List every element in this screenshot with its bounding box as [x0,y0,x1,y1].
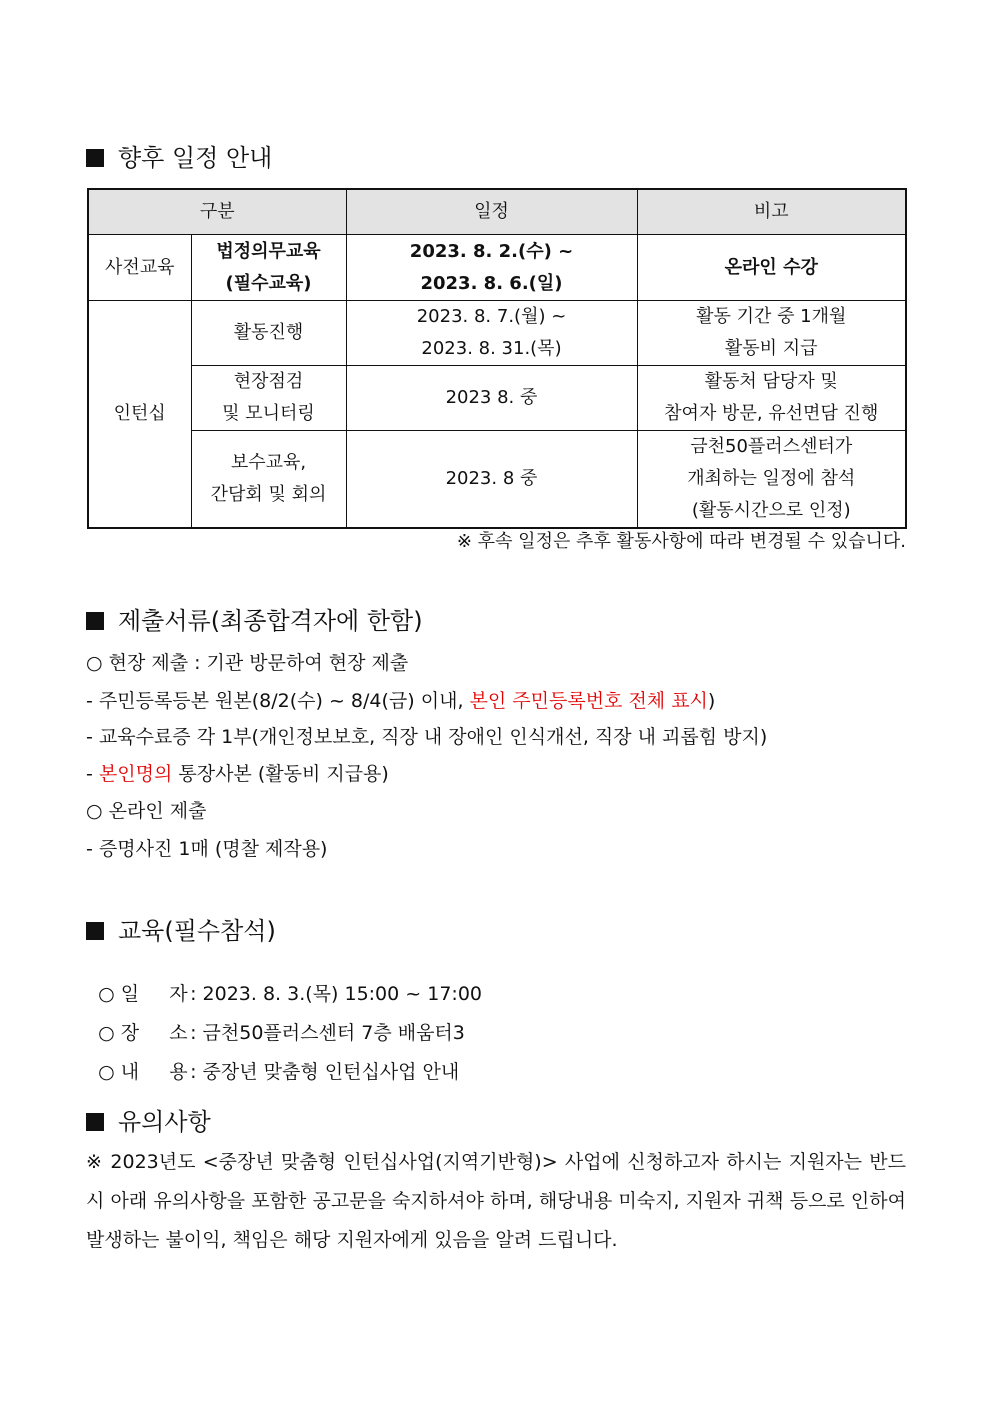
cell-text: 활동 기간 중 1개월 [696,306,847,327]
cell-subcategory: 활동진행 [191,301,346,366]
cell-text: 2023. 8. 6.(일) [420,272,563,294]
table-row [88,235,906,301]
item-label: ○ 내 용 [98,1061,188,1083]
cell-subcategory [191,235,346,301]
header-date: 일정 [346,189,637,235]
section-title: 제출서류(최종합격자에 한함) [118,607,423,635]
cell-text: 및 모니터링 [222,403,315,424]
item-value: : 중장년 맞춤형 인턴십사업 안내 [190,1061,460,1083]
cell-category: 사전교육 [88,235,191,301]
cell-text: 법정의무교육 [216,240,321,262]
cell-note [637,301,906,366]
cell-date [346,301,637,366]
list-item: - 증명사진 1매 (명찰 제작용) [86,838,328,860]
cell-note [637,366,906,431]
schedule-footnote: ※ 후속 일정은 추후 활동사항에 따라 변경될 수 있습니다. [456,531,906,552]
item-text: 통장사본 (활동비 지급용) [172,763,389,785]
list-item: ○ 온라인 제출 [86,800,207,822]
cell-note [637,431,906,529]
cell-note: 온라인 수강 [637,235,906,301]
section-heading-documents [86,601,423,636]
table-row [88,431,906,529]
item-text: - 주민등록등본 원본(8/2(수) ~ 8/4(금) 이내, [86,690,470,712]
cell-text: (필수교육) [225,272,312,294]
cell-date: 2023 8. 중 [346,366,637,431]
cell-subcategory [191,366,346,431]
square-bullet-icon [86,612,104,630]
cell-text: 활동처 담당자 및 [704,371,838,392]
item-value: : 2023. 8. 3.(목) 15:00 ~ 17:00 [190,983,482,1005]
header-category: 구분 [88,189,346,235]
square-bullet-icon [86,149,104,167]
cell-category: 인턴십 [88,301,191,529]
cell-text: (활동시간으로 인정) [691,500,851,521]
item-highlight: 본인 주민등록번호 전체 표시 [469,690,708,712]
item-label: ○ 장 소 [98,1022,188,1044]
square-bullet-icon [86,922,104,940]
cell-text: 개최하는 일정에 참석 [687,468,856,489]
cell-text: 2023. 8. 31.(목) [421,338,562,359]
cell-text: 2023. 8. 7.(월) ~ [416,306,567,327]
item-highlight: 본인명의 [98,763,173,785]
section-title: 향후 일정 안내 [118,144,273,172]
item-value: : 금천50플러스센터 7층 배움터3 [190,1022,465,1044]
section-title: 교육(필수참석) [118,917,276,945]
list-item [86,1035,459,1084]
section-title: 유의사항 [118,1108,211,1136]
square-bullet-icon [86,1113,104,1131]
item-label: ○ 일 자 [98,983,188,1005]
section-heading-schedule [86,138,272,173]
schedule-table [87,188,907,529]
list-item: - 교육수료증 각 1부(개인정보보호, 직장 내 장애인 인식개선, 직장 내 괴롭힘 방지) [86,726,768,748]
cell-text: 간담회 및 회의 [210,484,327,505]
cell-date [346,235,637,301]
header-note: 비고 [637,189,906,235]
table-row [88,366,906,431]
list-item: ○ 현장 제출 : 기관 방문하여 현장 제출 [86,652,409,674]
section-heading-notice [86,1102,211,1137]
cell-text: 금천50플러스센터가 [690,436,853,457]
list-item [86,686,715,713]
notice-paragraph: ※ 2023년도 <중장년 맞춤형 인턴십사업(지역기반형)> 사업에 신청하고자 하시는 지원자는 반드시 아래 유의사항을 포함한 공고문을 숙지하셔야 하며, 해당내용 미숙지, 지원자 귀책 등으로 인하여 발생하는 불이익, 책임은 해당 지원자에게 있음을 알려 드립니다. [86,1151,906,1251]
cell-text: 2023. 8. 2.(수) ~ [409,240,574,262]
item-text: ) [707,690,716,712]
list-item [86,759,389,786]
cell-text: 현장점검 [233,371,304,392]
cell-text: 참여자 방문, 유선면담 진행 [664,403,879,424]
cell-text: 보수교육, [230,452,307,473]
cell-date: 2023. 8 중 [346,431,637,529]
item-text: - [86,763,99,785]
table-header-row [88,189,906,235]
cell-subcategory [191,431,346,529]
cell-text: 활동비 지급 [724,338,818,359]
section-heading-education [86,911,276,946]
table-row [88,301,906,366]
